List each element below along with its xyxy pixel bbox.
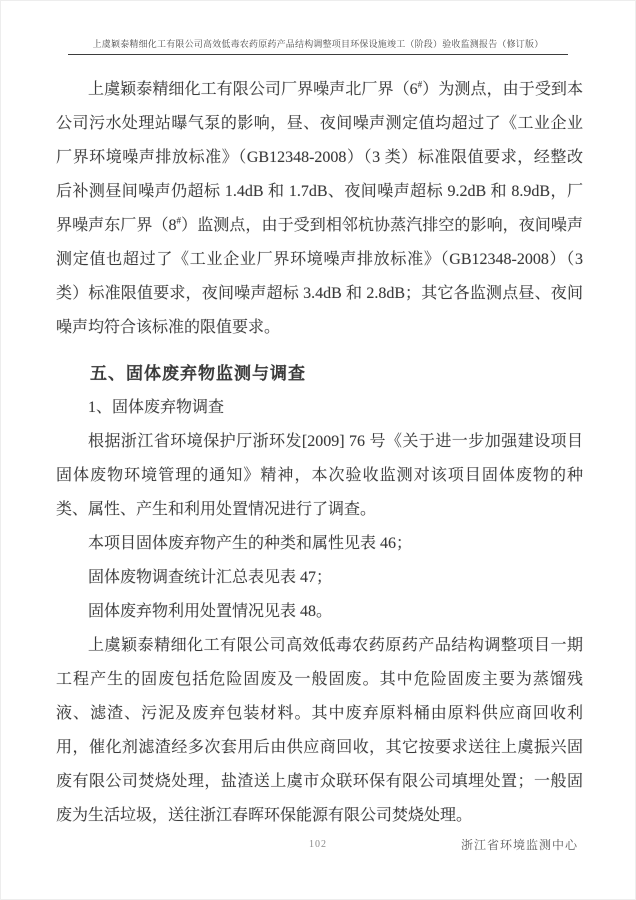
noise-text-segment-2: ）为测点，由于受到本公司污水处理站曝气泵的影响，昼、夜间噪声测定值均超过了《工业企业厂界环境噪声排放标准》（GB12348-2008）（3 类）标准限值要求，经整改后补测昼间噪声仍超标 1.4dB 和 1.7dB、夜间噪声超标 9.2dB 和 8.9dB，厂界噪声东厂界（8	[56, 81, 583, 234]
table-reference-46: 本项目固体废弃物产生的种类和属性见表 46；	[88, 535, 413, 552]
monitoring-point-6-superscript: #	[417, 79, 423, 90]
section-heading-solid-waste: 五、固体废弃物监测与调查	[90, 364, 306, 383]
noise-text-segment-3: ）监测点，由于受到相邻杭协蒸汽排空的影响，夜间噪声测定值也超过了《工业企业厂界环境噪声排放标准》（GB12348-2008）（3 类）标准限值要求，夜间噪声超标 3.4dB 和 2.8dB；其它各监测点昼、夜间噪声均符合该标准的限值要求。	[56, 217, 583, 336]
noise-text-segment-1: 上虞颖泰精细化工有限公司厂界噪声北厂界（6	[88, 81, 418, 98]
table-reference-47: 固体废物调查统计汇总表见表 47；	[88, 569, 333, 586]
paragraph-solid-waste-disposal: 上虞颖泰精细化工有限公司高效低毒农药原药产品结构调整项目一期工程产生的固废包括危险固废及一般固废。其中危险固废主要为蒸馏残液、滤渣、污泥及废弃包装材料。其中废弃原料桶由原料供应商回收利用，催化剂滤渣经多次套用后由供应商回收，其它按要求送往上虞振兴固废有限公司焚烧处理，盐渣送上虞市众联环保有限公司填埋处置；一般固废为生活垃圾，送往浙江春晖环保能源有限公司焚烧处理。	[56, 637, 583, 824]
header-title: 上虞颖泰精细化工有限公司高效低毒农药原药产品结构调整项目环保设施竣工（阶段）验收监测报告（修订版）	[92, 39, 544, 49]
table-reference-48: 固体废弃物利用处置情况见表 48。	[88, 603, 333, 620]
page-header	[68, 37, 568, 55]
paragraph-survey-basis: 根据浙江省环境保护厅浙环发[2009] 76 号《关于进一步加强建设项目固体废物环境管理的通知》精神，本次验收监测对该项目固体废物的种类、属性、产生和利用处置情况进行了调查。	[56, 433, 583, 518]
monitoring-point-8-superscript: #	[176, 215, 182, 226]
page-number: 102	[309, 839, 327, 850]
footer-organization: 浙江省环境监测中心	[460, 838, 578, 852]
sub-heading-solid-waste-survey: 1、固体废弃物调查	[88, 399, 225, 416]
document-body	[56, 73, 583, 833]
paragraph-noise-results	[56, 73, 583, 345]
